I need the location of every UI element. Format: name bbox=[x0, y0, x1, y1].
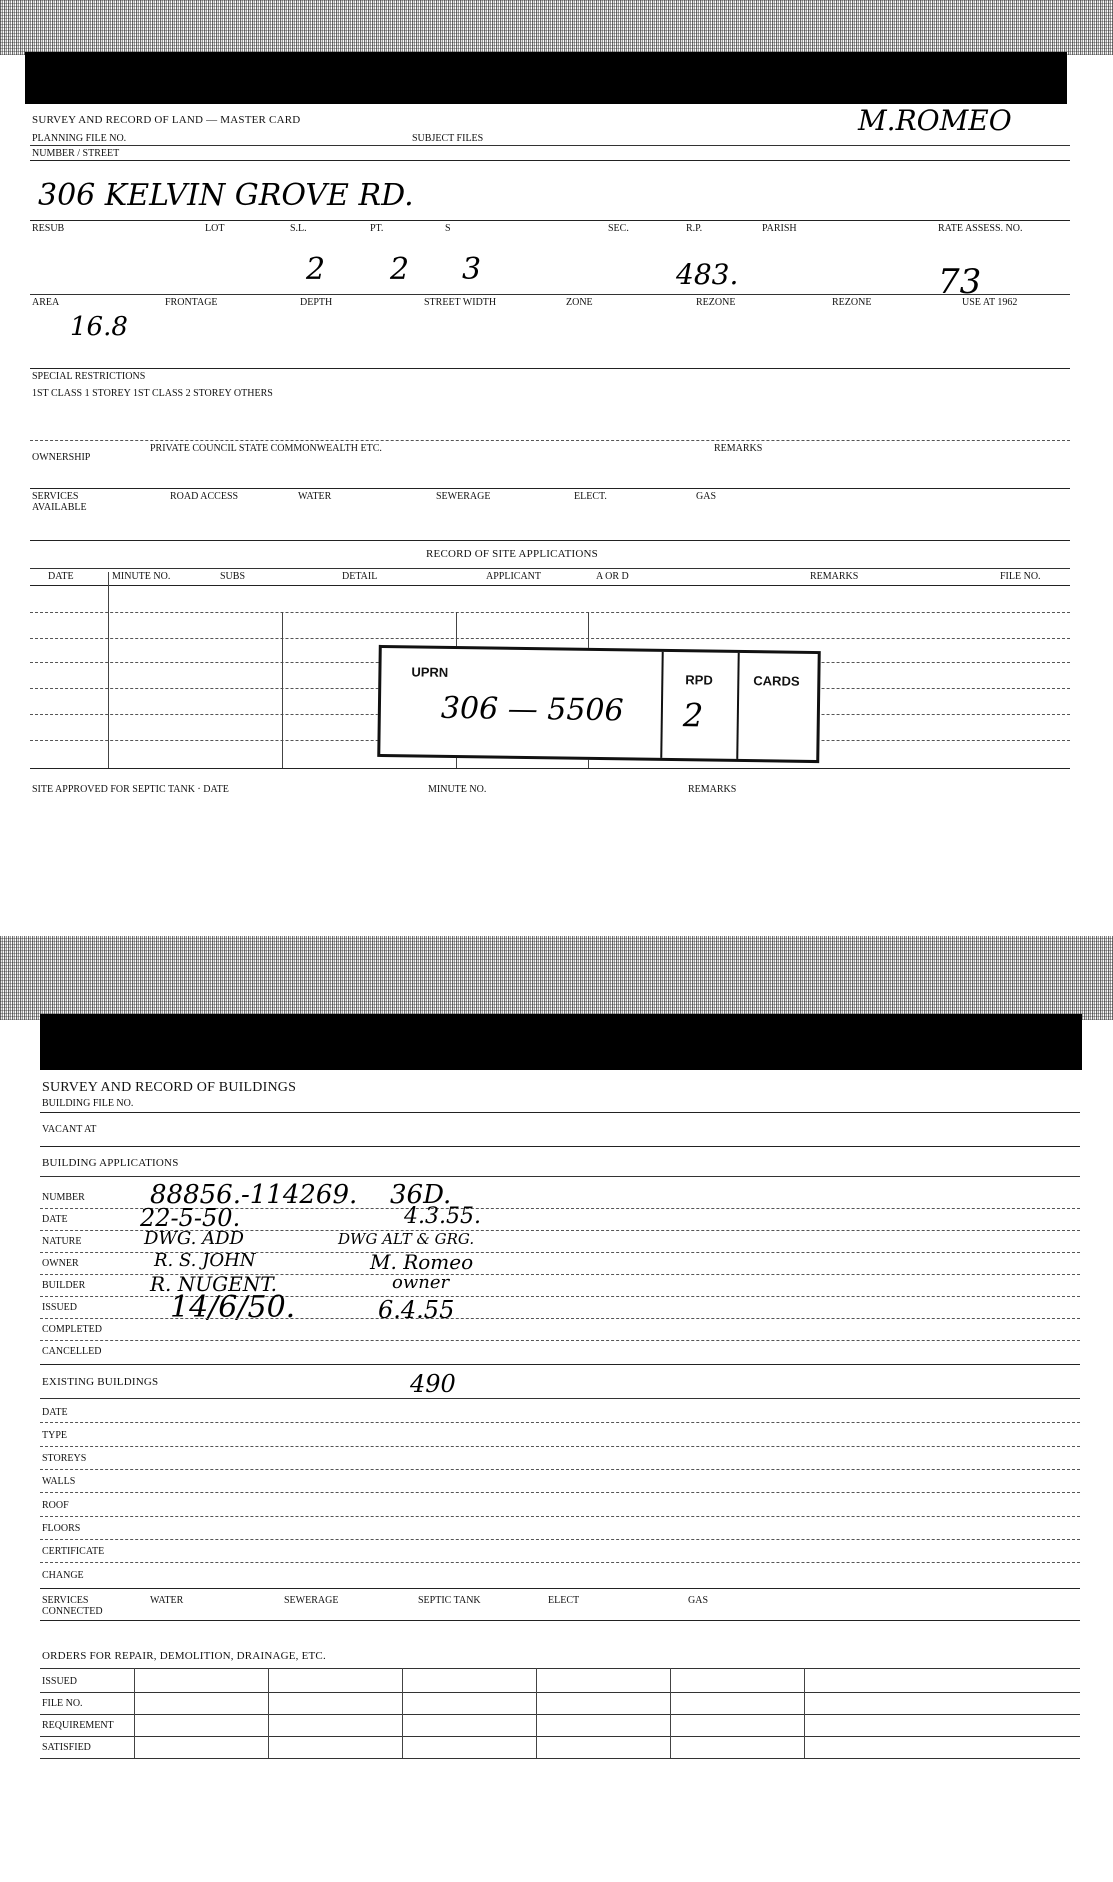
rpd-label: RPD bbox=[685, 672, 713, 688]
frontage-label: FRONTAGE bbox=[165, 297, 218, 308]
depth-label: DEPTH bbox=[300, 297, 333, 308]
ownership-remarks-label: REMARKS bbox=[714, 443, 763, 454]
existing-buildings-number: 490 bbox=[410, 1370, 456, 1398]
app-number-1: 88856.-114269. bbox=[150, 1180, 358, 1210]
conn-gas-label: GAS bbox=[688, 1595, 709, 1606]
app-number-2: 36D. bbox=[390, 1180, 452, 1210]
orders-title: ORDERS FOR REPAIR, DEMOLITION, DRAINAGE, ETC. bbox=[42, 1650, 326, 1662]
existing-row-label: FLOORS bbox=[42, 1523, 81, 1534]
col-detail: DETAIL bbox=[342, 571, 378, 582]
app-row-label: DATE bbox=[42, 1214, 68, 1225]
app-nature-2: DWG ALT & GRG. bbox=[338, 1230, 475, 1248]
existing-row-label: CHANGE bbox=[42, 1570, 84, 1581]
subject-files-label: SUBJECT FILES bbox=[412, 133, 484, 144]
elect-label: ELECT. bbox=[574, 491, 607, 502]
existing-buildings-title: EXISTING BUILDINGS bbox=[42, 1376, 159, 1388]
zone-label: ZONE bbox=[566, 297, 593, 308]
app-row-label: CANCELLED bbox=[42, 1346, 102, 1357]
rate-assess-label: RATE ASSESS. NO. bbox=[938, 223, 1023, 234]
ownership-label: OWNERSHIP bbox=[32, 452, 91, 463]
app-row-label: NATURE bbox=[42, 1236, 82, 1247]
owner-signature: M.ROMEO bbox=[858, 104, 1012, 137]
uprn-value: 306 — 5506 bbox=[440, 690, 624, 729]
septic-remarks-label: REMARKS bbox=[688, 784, 737, 795]
use-at-label: USE AT 1962 bbox=[962, 297, 1018, 308]
orders-row-label: REQUIREMENT bbox=[42, 1720, 114, 1731]
redaction-bar-top bbox=[25, 52, 1067, 104]
app-owner-1: R. S. JOHN bbox=[154, 1250, 256, 1271]
existing-row-label: WALLS bbox=[42, 1476, 76, 1487]
ownership-options: PRIVATE COUNCIL STATE COMMONWEALTH ETC. bbox=[150, 443, 382, 454]
redaction-bar-bottom bbox=[40, 1014, 1082, 1070]
existing-row-label: DATE bbox=[42, 1407, 68, 1418]
app-row-label: NUMBER bbox=[42, 1192, 85, 1203]
col-a-or-d: A OR D bbox=[596, 571, 629, 582]
planning-file-label: PLANNING FILE NO. bbox=[32, 133, 127, 144]
special-restrictions-label: SPECIAL RESTRICTIONS bbox=[32, 371, 146, 382]
app-builder-1: R. NUGENT. bbox=[150, 1272, 277, 1296]
app-issued-1: 14/6/50. bbox=[170, 1290, 296, 1325]
pt-label: PT. bbox=[370, 223, 384, 234]
app-date-2: 4.3.55. bbox=[404, 1204, 481, 1229]
address-handwritten: 306 KELVIN GROVE RD. bbox=[38, 178, 414, 213]
land-card-title: SURVEY AND RECORD OF LAND — MASTER CARD bbox=[32, 114, 301, 126]
s-label: S bbox=[445, 223, 451, 234]
col-date: DATE bbox=[48, 571, 74, 582]
orders-row-label: ISSUED bbox=[42, 1676, 78, 1687]
rezone-label-b: REZONE bbox=[832, 297, 872, 308]
existing-row-label: ROOF bbox=[42, 1500, 69, 1511]
resub-label: RESUB bbox=[32, 223, 65, 234]
septic-minute-label: MINUTE NO. bbox=[428, 784, 487, 795]
col-applicant: APPLICANT bbox=[486, 571, 542, 582]
col-file: FILE NO. bbox=[1000, 571, 1041, 582]
rp-label: R.P. bbox=[686, 223, 703, 234]
parish-label: PARISH bbox=[762, 223, 797, 234]
rate-value: 73 bbox=[938, 262, 982, 302]
lot-value-a: 2 bbox=[306, 252, 326, 287]
lot-value-c: 3 bbox=[462, 252, 482, 287]
scan-noise-bottom bbox=[0, 936, 1113, 1020]
buildings-card-title: SURVEY AND RECORD OF BUILDINGS bbox=[42, 1080, 297, 1095]
lot-label: LOT bbox=[205, 223, 225, 234]
app-row-label: OWNER bbox=[42, 1258, 79, 1269]
cards-label: CARDS bbox=[753, 673, 800, 689]
sec-label: SEC. bbox=[608, 223, 629, 234]
rpd-value: 2 bbox=[682, 696, 704, 735]
app-owner-2: M. Romeo bbox=[370, 1250, 474, 1274]
scan-noise-top bbox=[0, 0, 1113, 55]
services-connected-label: SERVICES CONNECTED bbox=[42, 1595, 103, 1617]
col-minute: MINUTE NO. bbox=[112, 571, 171, 582]
area-label: AREA bbox=[32, 297, 60, 308]
water-label: WATER bbox=[298, 491, 332, 502]
number-street-label: NUMBER / STREET bbox=[32, 148, 120, 159]
app-row-label: COMPLETED bbox=[42, 1324, 102, 1335]
building-applications-title: BUILDING APPLICATIONS bbox=[42, 1157, 179, 1169]
conn-sewerage-label: SEWERAGE bbox=[284, 1595, 339, 1606]
uprn-stamp bbox=[377, 645, 821, 763]
app-row-label: BUILDER bbox=[42, 1280, 86, 1291]
gas-label: GAS bbox=[696, 491, 717, 502]
uprn-label: UPRN bbox=[411, 664, 449, 680]
rezone-label-a: REZONE bbox=[696, 297, 736, 308]
road-access-label: ROAD ACCESS bbox=[170, 491, 239, 502]
conn-elect-label: ELECT bbox=[548, 1595, 580, 1606]
app-nature-1: DWG. ADD bbox=[144, 1228, 244, 1249]
app-builder-2: owner bbox=[392, 1272, 450, 1293]
sl-label: S.L. bbox=[290, 223, 307, 234]
lot-value-b: 2 bbox=[390, 252, 410, 287]
vacant-at-label: VACANT AT bbox=[42, 1124, 97, 1135]
conn-water-label: WATER bbox=[150, 1595, 184, 1606]
orders-row-label: FILE NO. bbox=[42, 1698, 83, 1709]
existing-row-label: CERTIFICATE bbox=[42, 1546, 105, 1557]
app-date-1: 22-5-50. bbox=[140, 1204, 241, 1232]
building-file-label: BUILDING FILE NO. bbox=[42, 1098, 134, 1109]
rp-value: 483. bbox=[676, 258, 739, 291]
special-restrictions-options: 1ST CLASS 1 STOREY 1ST CLASS 2 STOREY OTHERS bbox=[32, 388, 273, 399]
orders-row-label: SATISFIED bbox=[42, 1742, 91, 1753]
site-applications-title: RECORD OF SITE APPLICATIONS bbox=[426, 548, 598, 560]
existing-row-label: TYPE bbox=[42, 1430, 67, 1441]
app-issued-2: 6.4.55 bbox=[378, 1296, 455, 1324]
app-row-label: ISSUED bbox=[42, 1302, 78, 1313]
services-available-label: SERVICES AVAILABLE bbox=[32, 491, 87, 513]
sewerage-label: SEWERAGE bbox=[436, 491, 491, 502]
existing-row-label: STOREYS bbox=[42, 1453, 87, 1464]
col-remarks: REMARKS bbox=[810, 571, 859, 582]
col-subs: SUBS bbox=[220, 571, 246, 582]
area-value: 16.8 bbox=[70, 312, 128, 342]
septic-approved-label: SITE APPROVED FOR SEPTIC TANK · DATE bbox=[32, 784, 229, 795]
street-width-label: STREET WIDTH bbox=[424, 297, 497, 308]
conn-septic-label: SEPTIC TANK bbox=[418, 1595, 481, 1606]
